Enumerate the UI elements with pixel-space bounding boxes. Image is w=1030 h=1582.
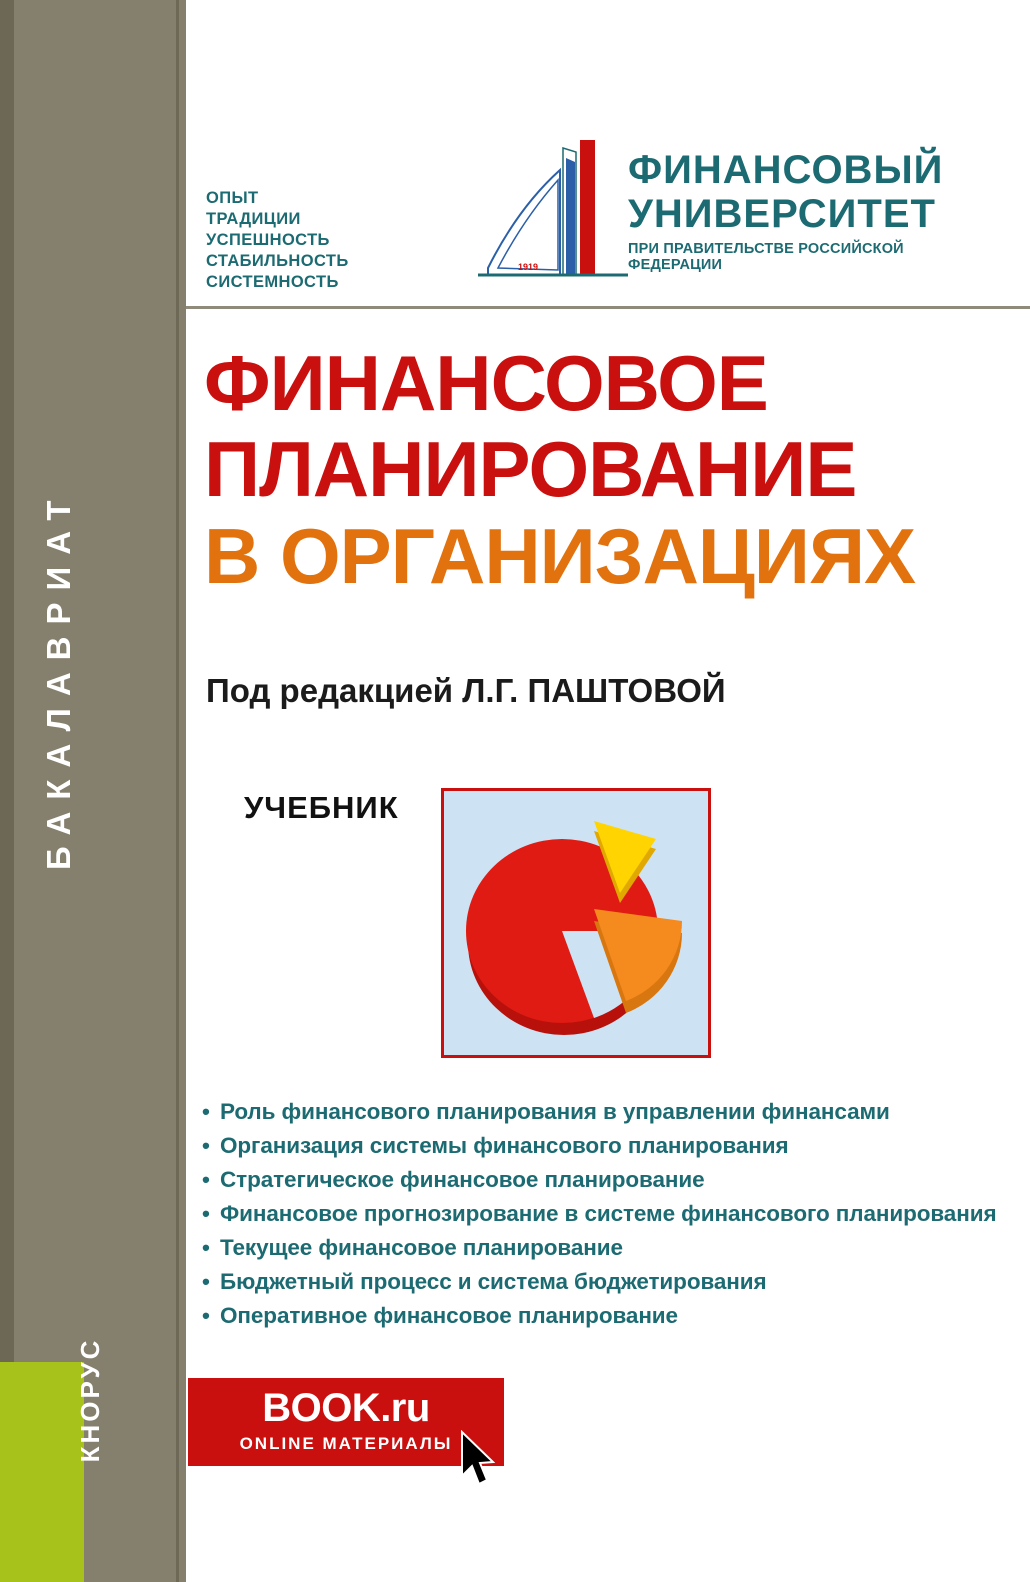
list-item: • Финансовое прогнозирование в системе финансового планирования (196, 1197, 1026, 1231)
pie-chart-icon (444, 791, 708, 1055)
mouse-cursor-icon (458, 1430, 498, 1490)
spine-green-block (0, 1362, 84, 1582)
pie-chart-illustration (441, 788, 711, 1058)
logo-line-1: ФИНАНСОВЫЙ (628, 148, 944, 192)
title-line-1: ФИНАНСОВОЕ (204, 339, 768, 427)
motto-item: СИСТЕМНОСТЬ (206, 273, 339, 291)
university-mottos (206, 188, 349, 293)
university-emblem-icon (468, 140, 638, 300)
motto-item: ТРАДИЦИИ (206, 210, 301, 228)
topic-list (196, 1095, 1026, 1333)
title-line-3: В ОРГАНИЗАЦИЯХ (204, 512, 916, 600)
bookru-badge-subtitle: ONLINE МАТЕРИАЛЫ (239, 1434, 453, 1453)
list-item: • Оперативное финансовое планирование (196, 1299, 1026, 1333)
motto-item: ОПЫТ (206, 189, 259, 207)
logo-line-3: ПРИ ПРАВИТЕЛЬСТВЕ РОССИЙСКОЙ ФЕДЕРАЦИИ (628, 241, 904, 273)
header-divider (186, 306, 1030, 309)
motto-item: СТАБИЛЬНОСТЬ (206, 252, 349, 270)
list-item: • Организация системы финансового планирования (196, 1129, 1026, 1163)
cover-header (186, 0, 1030, 308)
list-item: • Бюджетный процесс и система бюджетирования (196, 1265, 1026, 1299)
spine-inner-divider (176, 0, 179, 1582)
bookru-badge[interactable] (188, 1378, 504, 1466)
list-item: • Роль финансового планирования в управлении финансами (196, 1095, 1026, 1129)
spine-publisher-name: КНОРУС (75, 1337, 105, 1463)
book-type-label: УЧЕБНИК (244, 790, 399, 825)
book-title (204, 340, 1016, 600)
university-logo-text (628, 148, 988, 273)
cover-front-panel (186, 0, 1030, 1582)
book-spine (0, 0, 186, 1582)
title-line-2: ПЛАНИРОВАНИЕ (204, 425, 857, 513)
spine-edge-shadow (0, 0, 14, 1582)
svg-text:1919: 1919 (518, 262, 539, 272)
spine-series-label: БАКАЛАВРИАТ (40, 488, 77, 870)
university-logo (468, 140, 988, 300)
editor-credit: Под редакцией Л.Г. ПАШТОВОЙ (206, 672, 726, 709)
list-item: • Текущее финансовое планирование (196, 1231, 1026, 1265)
logo-line-2: УНИВЕРСИТЕТ (628, 192, 936, 236)
list-item: • Стратегическое финансовое планирование (196, 1163, 1026, 1197)
bookru-badge-title: BOOK.ru (262, 1386, 430, 1430)
motto-item: УСПЕШНОСТЬ (206, 231, 330, 249)
